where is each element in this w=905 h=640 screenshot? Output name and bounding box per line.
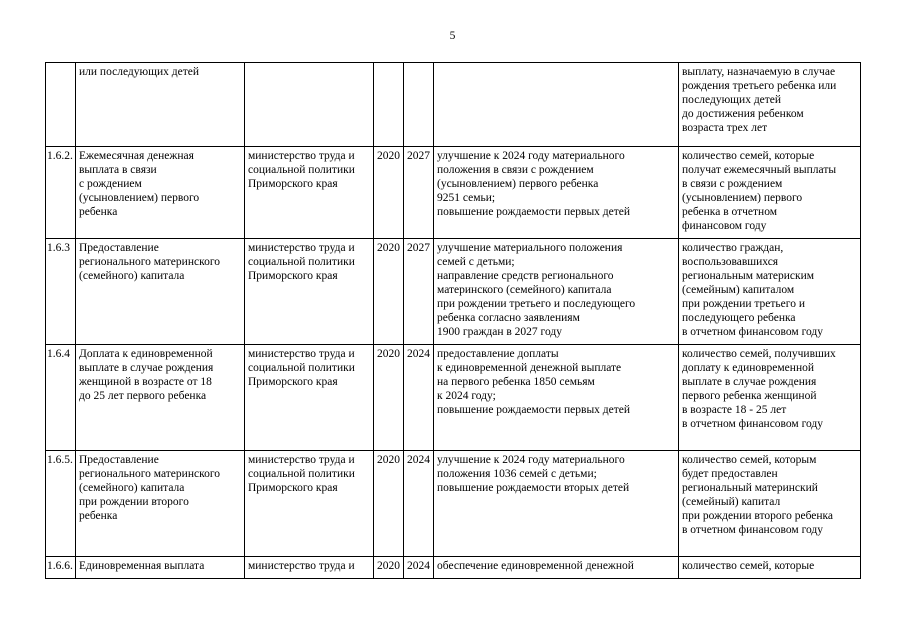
end-year: [404, 63, 434, 147]
executor: министерство труда и социальной политики Приморского края: [245, 239, 374, 345]
table-row: [46, 345, 861, 451]
page-number: 5: [449, 30, 456, 42]
table-row: [46, 239, 861, 345]
end-year: 2024: [404, 451, 434, 557]
start-year: [374, 63, 404, 147]
table-row: [46, 147, 861, 239]
start-year: 2020: [374, 345, 404, 451]
executor: министерство труда и: [245, 557, 374, 579]
expected-result: предоставление доплаты к единовременной денежной выплате на первого ребенка 1850 семьям к 2024 году; повышение рождаемости первых детей: [434, 345, 679, 451]
executor: министерство труда и социальной политики Приморского края: [245, 147, 374, 239]
row-number: 1.6.2.: [46, 147, 76, 239]
start-year: 2020: [374, 239, 404, 345]
measure-name: Предоставление регионального материнского (семейного) капитала при рождении второго ребенка: [76, 451, 245, 557]
start-year: 2020: [374, 147, 404, 239]
row-number: 1.6.5.: [46, 451, 76, 557]
indicator: количество семей, которые получат ежемесячный выплаты в связи с рождением (усыновлением) первого ребенка в отчетном финансовом году: [679, 147, 861, 239]
row-number: 1.6.3: [46, 239, 76, 345]
measure-name: или последующих детей: [76, 63, 245, 147]
end-year: 2024: [404, 345, 434, 451]
indicator: выплату, назначаемую в случае рождения третьего ребенка или последующих детей до достижения ребенком возраста трех лет: [679, 63, 861, 147]
end-year: 2024: [404, 557, 434, 579]
executor: [245, 63, 374, 147]
start-year: 2020: [374, 451, 404, 557]
start-year: 2020: [374, 557, 404, 579]
expected-result: [434, 63, 679, 147]
executor: министерство труда и социальной политики Приморского края: [245, 345, 374, 451]
row-number: 1.6.6.: [46, 557, 76, 579]
end-year: 2027: [404, 239, 434, 345]
expected-result: улучшение материального положения семей с детьми; направление средств регионального материнского (семейного) капитала при рождении третьего и последующего ребенка согласно заявлениям 1900 граждан в 2027 году: [434, 239, 679, 345]
measure-name: Единовременная выплата: [76, 557, 245, 579]
row-number: [46, 63, 76, 147]
table-row: [46, 63, 861, 147]
indicator: количество семей, которые: [679, 557, 861, 579]
expected-result: обеспечение единовременной денежной: [434, 557, 679, 579]
row-number: 1.6.4: [46, 345, 76, 451]
measures-table: [45, 62, 861, 579]
end-year: 2027: [404, 147, 434, 239]
measure-name: Доплата к единовременной выплате в случае рождения женщиной в возрасте от 18 до 25 лет первого ребенка: [76, 345, 245, 451]
measure-name: Предоставление регионального материнского (семейного) капитала: [76, 239, 245, 345]
executor: министерство труда и социальной политики Приморского края: [245, 451, 374, 557]
indicator: количество граждан, воспользовавшихся региональным материским (семейным) капиталом при рождении третьего и последующего ребенка в отчетном финансовом году: [679, 239, 861, 345]
table-row: [46, 451, 861, 557]
table-row: [46, 557, 861, 579]
expected-result: улучшение к 2024 году материального положения 1036 семей с детьми; повышение рождаемости вторых детей: [434, 451, 679, 557]
expected-result: улучшение к 2024 году материального положения в связи с рождением (усыновлением) первого ребенка 9251 семьи; повышение рождаемости первых детей: [434, 147, 679, 239]
indicator: количество семей, которым будет предоставлен региональный материнский (семейный) капитал при рождении второго ребенка в отчетном финансовом году: [679, 451, 861, 557]
indicator: количество семей, получивших доплату к единовременной выплате в случае рождения первого ребенка женщиной в возрасте 18 - 25 лет в отчетном финансовом году: [679, 345, 861, 451]
measure-name: Ежемесячная денежная выплата в связи с рождением (усыновлением) первого ребенка: [76, 147, 245, 239]
